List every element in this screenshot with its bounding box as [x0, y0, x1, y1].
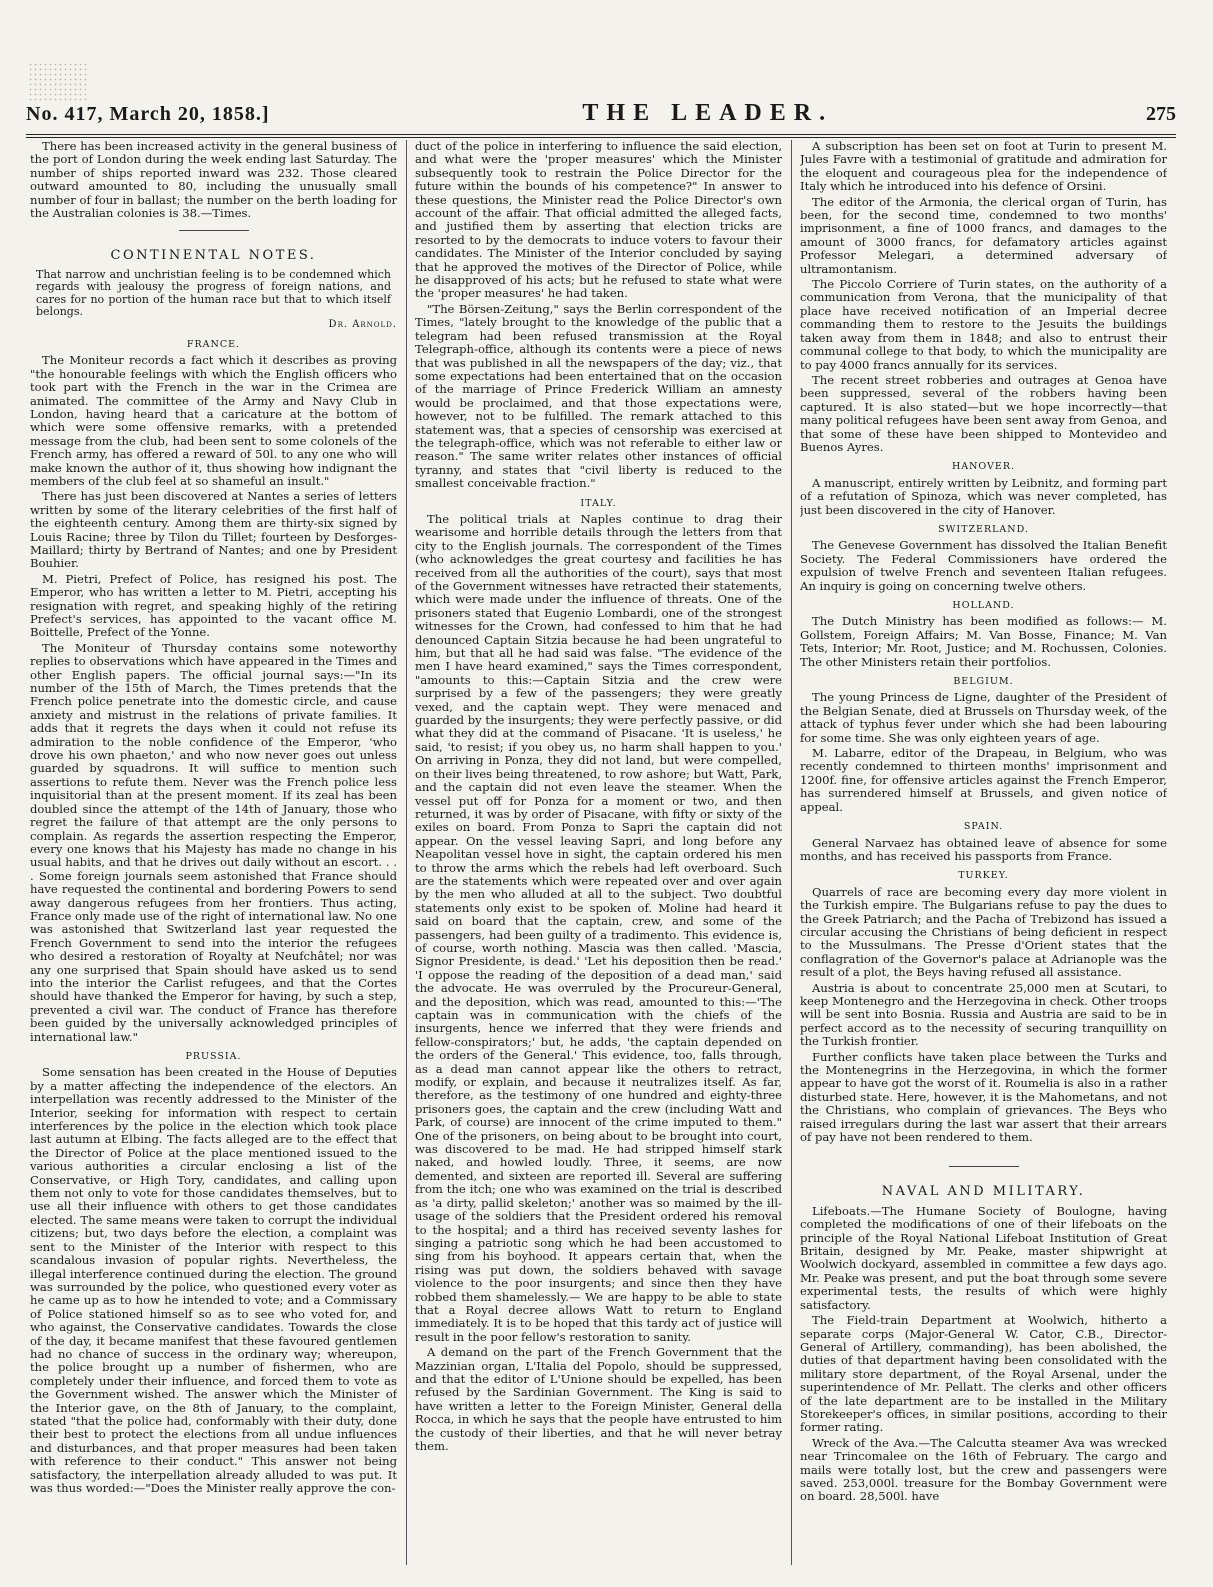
- divider: [949, 1166, 1019, 1167]
- paragraph: Some sensation has been created in the House of Deputies by a matter affecting the independence of the electors. An interpellation was recently addressed to the Minister of the Interior, seeking for information with respect to certain interferences by the police in the election which took place last autumn at Elbing. The facts alleged are to the effect that the Director of Police at the place mentioned issued to the various authorities a circular enclosing a list of the Conservative, or High Tory, candidates, and calling upon them not only to vote for those candidates themselves, but to use all their influence with others to get those candidates elected. The same means were taken to corrupt the individual citizens; but, two days before the election, a complaint was sent to the Minister of the Interior with respect to this scandalous invasion of popular rights. Nevertheless, the illegal interference continued during the election. The ground was surrounded by the police, who questioned every voter as he came up as to how he intended to vote; and a Commissary of Police stationed himself so as to see who voted for, and who against, the Conservative candidates. Towards the close of the day, it became manifest that these favoured gentlemen had no chance of success in the ordinary way; whereupon, the police brought up a number of fishermen, who are completely under their influence, and forced them to vote as the Government wished. The answer which the Minister of the Interior gave, on the 8th of January, to the complaint, stated "that the police had, conformably with their duty, done their best to protect the elections from all undue influences and disturbances, and that proper measures had been taken with reference to their conduct." This answer not being satisfactory, the interpellation already alluded to was put. It was thus worded:—"Does the Minister really approve the con-: [30, 1065, 397, 1495]
- subheading-turkey: TURKEY.: [958, 870, 1009, 882]
- paragraph: There has just been discovered at Nantes a series of letters written by some of the literary celebrities of the first half of the eighteenth century. Among them are thirty-six signed by Louis Racine; three by Tilon du Tillet; fourteen by Desforges-Maillard; thirty by Bertrand of Nantes; and one by President Bouhier.: [30, 489, 397, 571]
- column-1: [30, 140, 397, 1570]
- paragraph: There has been increased activity in the general business of the port of London during the week ending last Saturday. The number of ships reported inward was 232. Those cleared outward amounted to 80, including the unusually small number of four in ballast; the number on the berth loading for the Australian colonies is 38.—Times.: [30, 140, 397, 221]
- column-divider: [406, 140, 407, 1565]
- paragraph: Quarrels of race are becoming every day more violent in the Turkish empire. The Bulgarians refuse to pay the dues to the Greek Patriarch; and the Pacha of Trebizond has issued a circular accusing the Christians of being deficient in respect to the Mussulmans. The Presse d'Orient states that the conflagration of the Governor's palace at Adrianople was the result of a plot, the Beys having refused all assistance.: [800, 884, 1167, 980]
- print-speck: [28, 62, 88, 102]
- epigraph-signature: Dr. Arnold.: [328, 319, 397, 331]
- subheading-hanover: HANOVER.: [951, 461, 1016, 473]
- subheading-belgium: BELGIUM.: [953, 676, 1014, 688]
- subheading-spain: SPAIN.: [963, 821, 1004, 833]
- paragraph: The recent street robberies and outrages at Genoa have been suppressed, several of the robbers having been captured. It is also stated—but we hope incorrectly—that many political refugees have been sent away from Genoa, and that some of these have been shipped to Montevideo and Buenos Ayres.: [800, 372, 1167, 454]
- paragraph: The political trials at Naples continue to drag their wearisome and horrible details through the letters from that city to the English journals. The correspondent of the Times (who acknowledges the great courtesy and facilities he has received from all the authorities of the court), says that most of the Government witnesses have retracted their statements, which were made under the influence of threats. One of the prisoners stated that Eugenio Lombardi, one of the strongest witnesses for the Crown, had confessed to him that he had denounced Captain Sitzia because he had been ungrateful to him, but that all he had said was false. "The evidence of the men I have heard examined," says the Times correspondent, "amounts to this:—Captain Sitzia and the crew were surprised by a few of the passengers; they were greatly vexed, and the captain wept. They were menaced and guarded by the insurgents; they were perfectly passive, or did what they did at the command of Pisacane. 'It is useless,' he said, 'to resist; if you obey us, no harm shall happen to you.' On arriving in Ponza, they did not land, but were compelled, on their lives being threatened, to row ashore; but Watt, Park, and the captain did not even leave the steamer. When the vessel put off for Ponza for a moment or two, and then returned, it was by order of Pisacane, with fifty or sixty of the exiles on board. From Ponza to Sapri the captain did not appear. On the vessel leaving Sapri, and long before any Neapolitan vessel hove in sight, the captain ordered his men to throw the arms which the rebels had left overboard. Such are the statements which were repeated over and over again by the men who alluded at all to the subject. Two doubtful statements only exist to be spoken of. Moline had heard it said on board that the captain, crew, and some of the passengers, had been guilty of a tradimento. This evidence is, of course, worth nothing. Mascia was then called. 'Mascia, Signor Presidente, is dead.' 'Let his deposition then be read.' 'I oppose the reading of the deposition of a dead man,' said the advocate. He was overruled by the Procureur-General, and the deposition, which was read, amounted to this:—'The captain was in communication with the chiefs of the insurgents, hence we inferred that they were friends and fellow-conspirators;' but, he adds, 'the captain depended on the orders of the General.' This evidence, too, falls through, as a dead man cannot appear like the others to retract, modify, or explain, and because it neutralizes itself. As far, therefore, as the testimony of one hundred and eighty-three prisoners goes, the captain and the crew (including Watt and Park, of course) are innocent of the crime imputed to them." One of the prisoners, on being about to be brought into court, was discovered to be mad. He had stripped himself stark naked, and howled loudly. Three, it seems, are now demented, and sixteen are reported ill. Several are suffering from the itch; one who was examined on the trial is described as 'a dirty, pallid skeleton;' another was so maimed by the ill-usage of the soldiers that the President ordered his removal to the hospital; and a third has received seventy lashes for singing a patriotic song which he had been accustomed to sing from his boyhood. It appears certain that, when the rising was put down, the soldiers behaved with savage violence to the poor insurgents; and since then they have robbed them shamelessly.— We are happy to be able to state that a Royal decree allows Watt to return to England immediately. It is to be hoped that this tardy act of justice will result in the poor fellow's restoration to sanity.: [415, 511, 782, 1344]
- issue-date: No. 417, March 20, 1858.]: [26, 103, 270, 125]
- subheading-switzerland: SWITZERLAND.: [938, 523, 1029, 535]
- column-3: [800, 140, 1167, 1570]
- page-number: 275: [1145, 103, 1176, 125]
- section-heading-naval: NAVAL AND MILITARY.: [881, 1184, 1086, 1200]
- paragraph: Further conflicts have taken place between the Turks and the Montenegrins in the Herzegovina, in which the former appear to have got the worst of it. Roumelia is also in a rather disturbed state. Here, however, it is the Mahometans, and not the Christians, who complain of grievances. The Beys who raised irregulars during the last war assert that their arrears of pay have not been rendered to them.: [800, 1049, 1167, 1145]
- paragraph: M. Pietri, Prefect of Police, has resigned his post. The Emperor, who has written a letter to M. Pietri, accepting his resignation with regret, and speaking highly of the retiring Prefect's services, has appointed to the vacant office M. Boittelle, Prefect of the Yonne.: [30, 571, 397, 640]
- paragraph: A demand on the part of the French Government that the Mazzinian organ, L'Italia del Popolo, should be suppressed, and that the editor of L'Unione should be expelled, has been refused by the Sardinian Government. The King is said to have written a letter to the Foreign Minister, General della Rocca, in which he says that the people have entrusted to him the custody of their liberties, and that he will never betray them.: [415, 1345, 782, 1453]
- paragraph: A subscription has been set on foot at Turin to present M. Jules Favre with a testimonial of gratitude and admiration for the eloquent and courageous plea for the independence of Italy which he introduced into his defence of Orsini.: [800, 140, 1167, 194]
- masthead: [26, 100, 1176, 130]
- paragraph: The Dutch Ministry has been modified as follows:— M. Gollstem, Foreign Affairs; M. Van Bosse, Finance; M. Van Tets, Interior; Mr. Root, Justice; and M. Rochussen, Colonies. The other Ministers retain their portfolios.: [800, 614, 1167, 669]
- paragraph: The Field-train Department at Woolwich, hitherto a separate corps (Major-General W. Cator, C.B., Director-General of Artillery, commanding), has been abolished, the duties of that department having been consolidated with the military store department, of the Royal Arsenal, under the superintendence of Mr. Pellatt. The clerks and other officers of the late department are to be installed in the Military Storekeeper's offices, in similar positions, according to their former rating.: [800, 1313, 1167, 1435]
- paragraph: Wreck of the Ava.—The Calcutta steamer Ava was wrecked near Trincomalee on the 16th of February. The cargo and mails were totally lost, but the crew and passengers were saved. 253,000l. treasure for the Bombay Government were on board. 28,500l. have: [800, 1435, 1167, 1504]
- subheading-france: FRANCE.: [186, 338, 241, 350]
- paragraph: The editor of the Armonia, the clerical organ of Turin, has been, for the second time, condemned to two months' imprisonment, a fine of 1000 francs, and damages to the amount of 3000 francs, for defamatory articles against Professor Melegari, a determined adversary of ultramontanism.: [800, 194, 1167, 276]
- paragraph: General Narvaez has obtained leave of absence for some months, and has received his passports from France.: [800, 835, 1167, 863]
- newspaper-title: THE LEADER.: [582, 100, 834, 126]
- column-divider: [791, 140, 792, 1565]
- paragraph: The Genevese Government has dissolved the Italian Benefit Society. The Federal Commissioners have ordered the expulsion of twelve French and seventeen Italian refugees. An inquiry is going on concerning twelve others.: [800, 538, 1167, 593]
- masthead-rule: [26, 134, 1176, 138]
- column-2: [415, 140, 782, 1570]
- paragraph: A manuscript, entirely written by Leibnitz, and forming part of a refutation of Spinoza, which was never completed, has just been discovered in the city of Hanover.: [800, 475, 1167, 517]
- paragraph: M. Labarre, editor of the Drapeau, in Belgium, who was recently condemned to thirteen months' imprisonment and 1200f. fine, for offensive articles against the French Emperor, has surrendered himself at Brussels, and given notice of appeal.: [800, 746, 1167, 814]
- paragraph: Lifeboats.—The Humane Society of Boulogne, having completed the modifications of one of their lifeboats on the principle of the Royal National Lifeboat Institution of Great Britain, designed by Mr. Peake, master shipwright at Woolwich dockyard, assembled in committee a few days ago. Mr. Peake was present, and put the boat through some severe experimental tests, the results of which were highly satisfactory.: [800, 1203, 1167, 1312]
- paragraph: The Moniteur of Thursday contains some noteworthy replies to observations which have appeared in the Times and other English papers. The official journal says:—"In its number of the 15th of March, the Times pretends that the French police penetrate into the domestic circle, and cause anxiety and mistrust in the relations of private families. It adds that it regrets the days when it could not refuse its admiration to the noble confidence of the Emperor, 'who drove his own phaeton,' and who now never goes out unless guarded by squadrons. It will suffice to mention such assertions to refute them. Never was the French police less inquisitorial than at the present moment. If its zeal has been doubled since the attempt of the 14th of January, those who regret the failure of that attempt are the only persons to complain. As regards the assertion respecting the Emperor, every one knows that his Majesty has made no change in his usual habits, and that he drives out daily without an escort. . . . Some foreign journals seem astonished that France should have requested the continental and bordering Powers to send away dangerous refugees from her frontiers. Thus acting, France only made use of the right of international law. No one was astonished that Switzerland last year requested the French Government to send into the interior the refugees who desired a restoration of Royalty at Neufchâtel; nor was any one surprised that Spain should have asked us to send into the interior the Carlist refugees, and that the Cortes should have thanked the Emperor for having, by such a step, prevented a civil war. The conduct of France has therefore been guided by the universally acknowledged principles of international law.": [30, 640, 397, 1044]
- subheading-holland: HOLLAND.: [952, 600, 1015, 611]
- paragraph: Austria is about to concentrate 25,000 men at Scutari, to keep Montenegro and the Herzegovina in check. Other troops will be sent into Bosnia. Russia and Austria are said to be in perfect accord as to the necessity of securing tranquillity on the Turkish frontier.: [800, 980, 1167, 1049]
- paragraph: The young Princess de Ligne, daughter of the President of the Belgian Senate, died at Brussels on Thursday week, of the attack of typhus fever under which she had been labouring for some time. She was only eighteen years of age.: [800, 690, 1167, 745]
- paragraph: "The Börsen-Zeitung," says the Berlin correspondent of the Times, "lately brought to the knowledge of the public that a telegram had been refused transmission at the Royal Telegraph-office, although its contents were a piece of news that was published in all the newspapers of the day; viz., that some expectations had been entertained that on the occasion of the marriage of Prince Frederick William an amnesty would be proclaimed, and that those expectations were, however, not to be fulfilled. The remark attached to this statement was, that a species of censorship was exercised at the telegraph-office, which was not referable to either law or reason." The same writer relates other instances of official tyranny, and states that "civil liberty is reduced to the smallest conceivable fraction.": [415, 301, 782, 491]
- paragraph: The Piccolo Corriere of Turin states, on the authority of a communication from Verona, that the municipality of that place have received notification of an Imperial decree commanding them to restore to the Jesuits the buildings taken away from them in 1848; and also to entrust their communal college to that body, to which the municipality are to pay 4000 francs annually for its services.: [800, 277, 1167, 372]
- section-heading: CONTINENTAL NOTES.: [110, 248, 317, 264]
- paragraph: duct of the police in interfering to influence the said election, and what were the 'proper measures' which the Minister subsequently took to restrain the Police Director for the future within the bounds of his competence?" In answer to these questions, the Minister read the Police Director's own account of the affair. That official admitted the alleged facts, and justified them by asserting that election tricks are resorted to by the democrats to induce voters to favour their candidates. The Minister of the Interior concluded by saying that he approved the motives of the Director of Police, while he disapproved of his acts; but he refused to state what were the 'proper measures' he had taken.: [415, 140, 782, 301]
- paragraph: The Moniteur records a fact which it describes as proving "the honourable feelings with which the English officers who took part with the French in the war in the Crimea are animated. The committee of the Army and Navy Club in London, having heard that a caricature at the bottom of which were some offensive remarks, with a pretended message from the club, had been sent to some colonels of the French army, has offered a reward of 50l. to any one who will make known the author of it, thus showing how indignant the members of the club feel at so shameful an insult.": [30, 353, 397, 488]
- subheading-prussia: PRUSSIA.: [185, 1051, 242, 1062]
- divider: [179, 230, 249, 231]
- epigraph: That narrow and unchristian feeling is to be condemned which regards with jealousy the progress of foreign nations, and cares for no portion of the human race but that to which itself belongs.: [36, 267, 391, 319]
- subheading-italy: ITALY.: [580, 497, 617, 509]
